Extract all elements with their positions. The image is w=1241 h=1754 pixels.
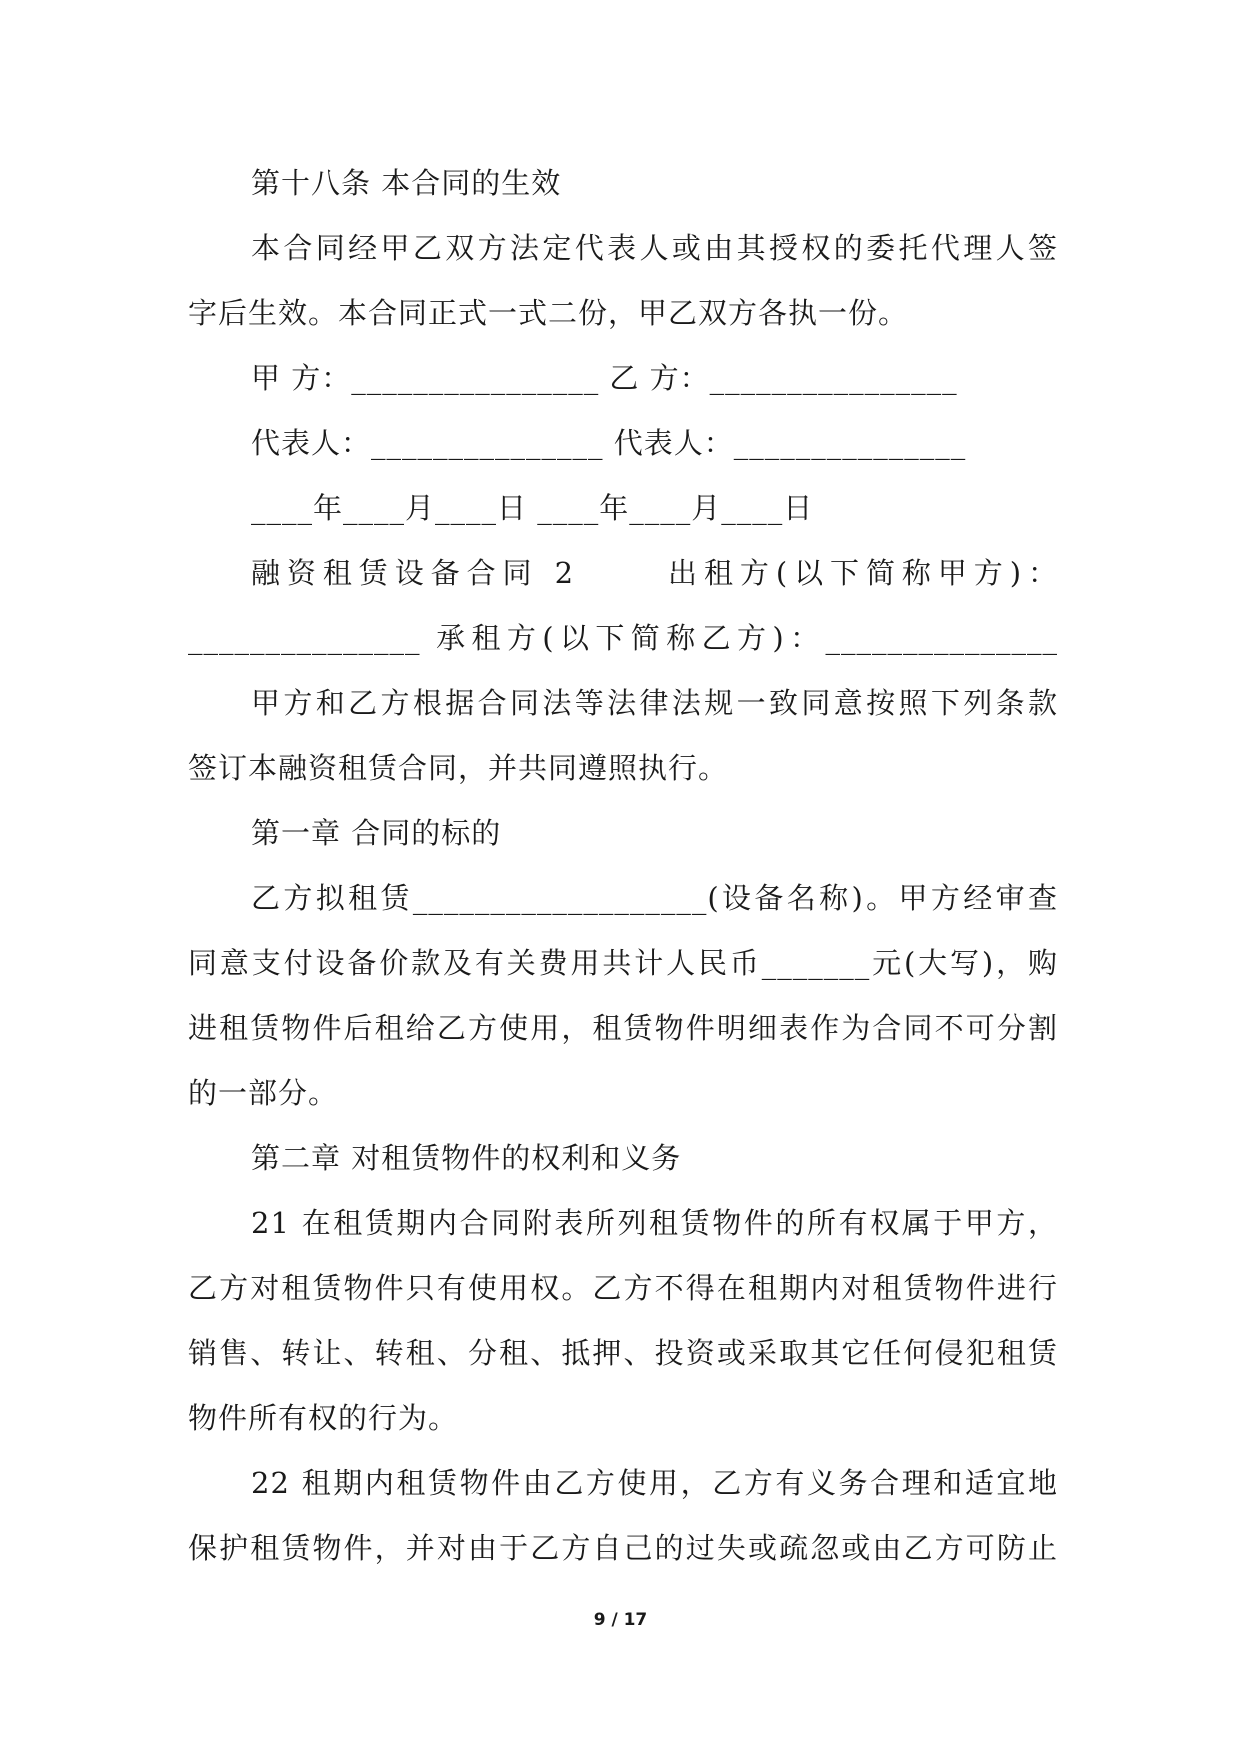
- paragraph-line: 本合同经甲乙双方法定代表人或由其授权的委托代理人签: [251, 231, 1058, 265]
- lessee-line: _______________ 承租方(以下简称乙方)：_______________: [188, 621, 1058, 655]
- representative-line: 代表人：_______________ 代表人：_______________: [251, 426, 967, 460]
- paragraph-line: 21 在租赁期内合同附表所列租赁物件的所有权属于甲方，: [251, 1206, 1058, 1240]
- paragraph-line: 签订本融资租赁合同，并共同遵照执行。: [188, 751, 729, 785]
- paragraph-line: 乙方拟租赁___________________(设备名称)。甲方经审查: [251, 881, 1058, 915]
- paragraph-line: 物件所有权的行为。: [188, 1401, 459, 1435]
- paragraph-line: 甲方和乙方根据合同法等法律法规一致同意按照下列条款: [251, 686, 1058, 720]
- paragraph-line: 进租赁物件后租给乙方使用，租赁物件明细表作为合同不可分割: [188, 1011, 1058, 1045]
- chapter-2-heading: 第二章 对租赁物件的权利和义务: [251, 1141, 682, 1175]
- date-line: ____年____月____日 ____年____月____日: [251, 491, 814, 525]
- article-18-heading: 第十八条 本合同的生效: [251, 166, 562, 200]
- paragraph-line: 乙方对租赁物件只有使用权。乙方不得在租期内对租赁物件进行: [188, 1271, 1058, 1305]
- paragraph-line: 字后生效。本合同正式一式二份，甲乙双方各执一份。: [188, 296, 909, 330]
- page-number: 9 / 17: [593, 1610, 648, 1630]
- paragraph-line: 的一部分。: [188, 1076, 339, 1110]
- contract-title-line: 融资租赁设备合同 2 出租方(以下简称甲方)：: [251, 556, 1058, 590]
- chapter-1-heading: 第一章 合同的标的: [251, 816, 502, 850]
- paragraph-line: 同意支付设备价款及有关费用共计人民币_______元(大写)，购: [188, 946, 1058, 980]
- paragraph-line: 保护租赁物件，并对由于乙方自己的过失或疏忽或由乙方可防止: [188, 1531, 1058, 1565]
- paragraph-line: 22 租期内租赁物件由乙方使用，乙方有义务合理和适宜地: [251, 1466, 1058, 1500]
- paragraph-line: 销售、转让、转租、分租、抵押、投资或采取其它任何侵犯租赁: [188, 1336, 1058, 1370]
- party-line: 甲 方：________________ 乙 方：________________: [251, 361, 958, 395]
